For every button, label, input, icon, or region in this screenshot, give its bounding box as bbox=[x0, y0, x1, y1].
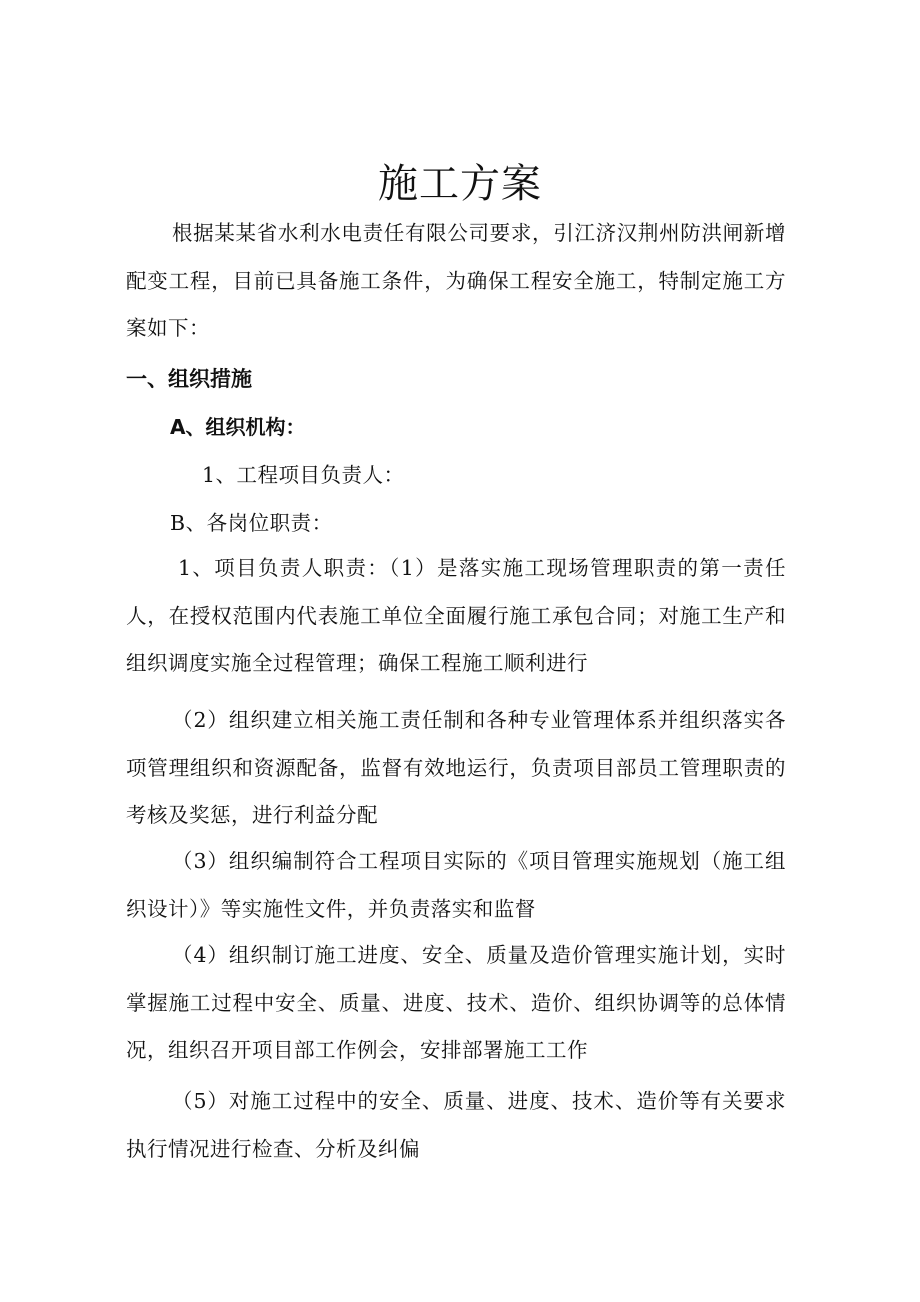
section-heading-organization-measures: 一、组织措施 bbox=[126, 367, 252, 391]
subsection-heading-post-duties: B、各岗位职责： bbox=[170, 511, 333, 535]
duty-paragraph-5: （5）对施工过程中的安全、质量、进度、技术、造价等有关要求执行情况进行检查、分析及纠偏 bbox=[126, 1089, 786, 1161]
subsection-heading-organization-structure: A、组织机构： bbox=[170, 415, 306, 439]
document-title: 施工方案 bbox=[378, 161, 542, 207]
duty-paragraph-3: （3）组织编制符合工程项目实际的《项目管理实施规划（施工组织设计）》等实施性文件，并负责落实和监督 bbox=[126, 849, 786, 921]
duty-paragraph-1: 1、项目负责人职责：（1）是落实施工现场管理职责的第一责任人，在授权范围内代表施工单位全面履行施工承包合同；对施工生产和组织调度实施全过程管理；确保工程施工顺利进行 bbox=[126, 556, 786, 675]
duty-paragraph-4: （4）组织制订施工进度、安全、质量及造价管理实施计划，实时掌握施工过程中安全、质量、进度、技术、造价、组织协调等的总体情况，组织召开项目部工作例会，安排部署施工工作 bbox=[126, 943, 786, 1062]
intro-paragraph: 根据某某省水利水电责任有限公司要求，引江济汉荆州防洪闸新增配变工程，目前已具备施工条件，为确保工程安全施工，特制定施工方案如下： bbox=[126, 221, 786, 340]
item-project-leader: 1、工程项目负责人： bbox=[202, 463, 405, 487]
duty-paragraph-2: （2）组织建立相关施工责任制和各种专业管理体系并组织落实各项管理组织和资源配备，监督有效地运行，负责项目部员工管理职责的考核及奖惩，进行利益分配 bbox=[126, 708, 786, 827]
